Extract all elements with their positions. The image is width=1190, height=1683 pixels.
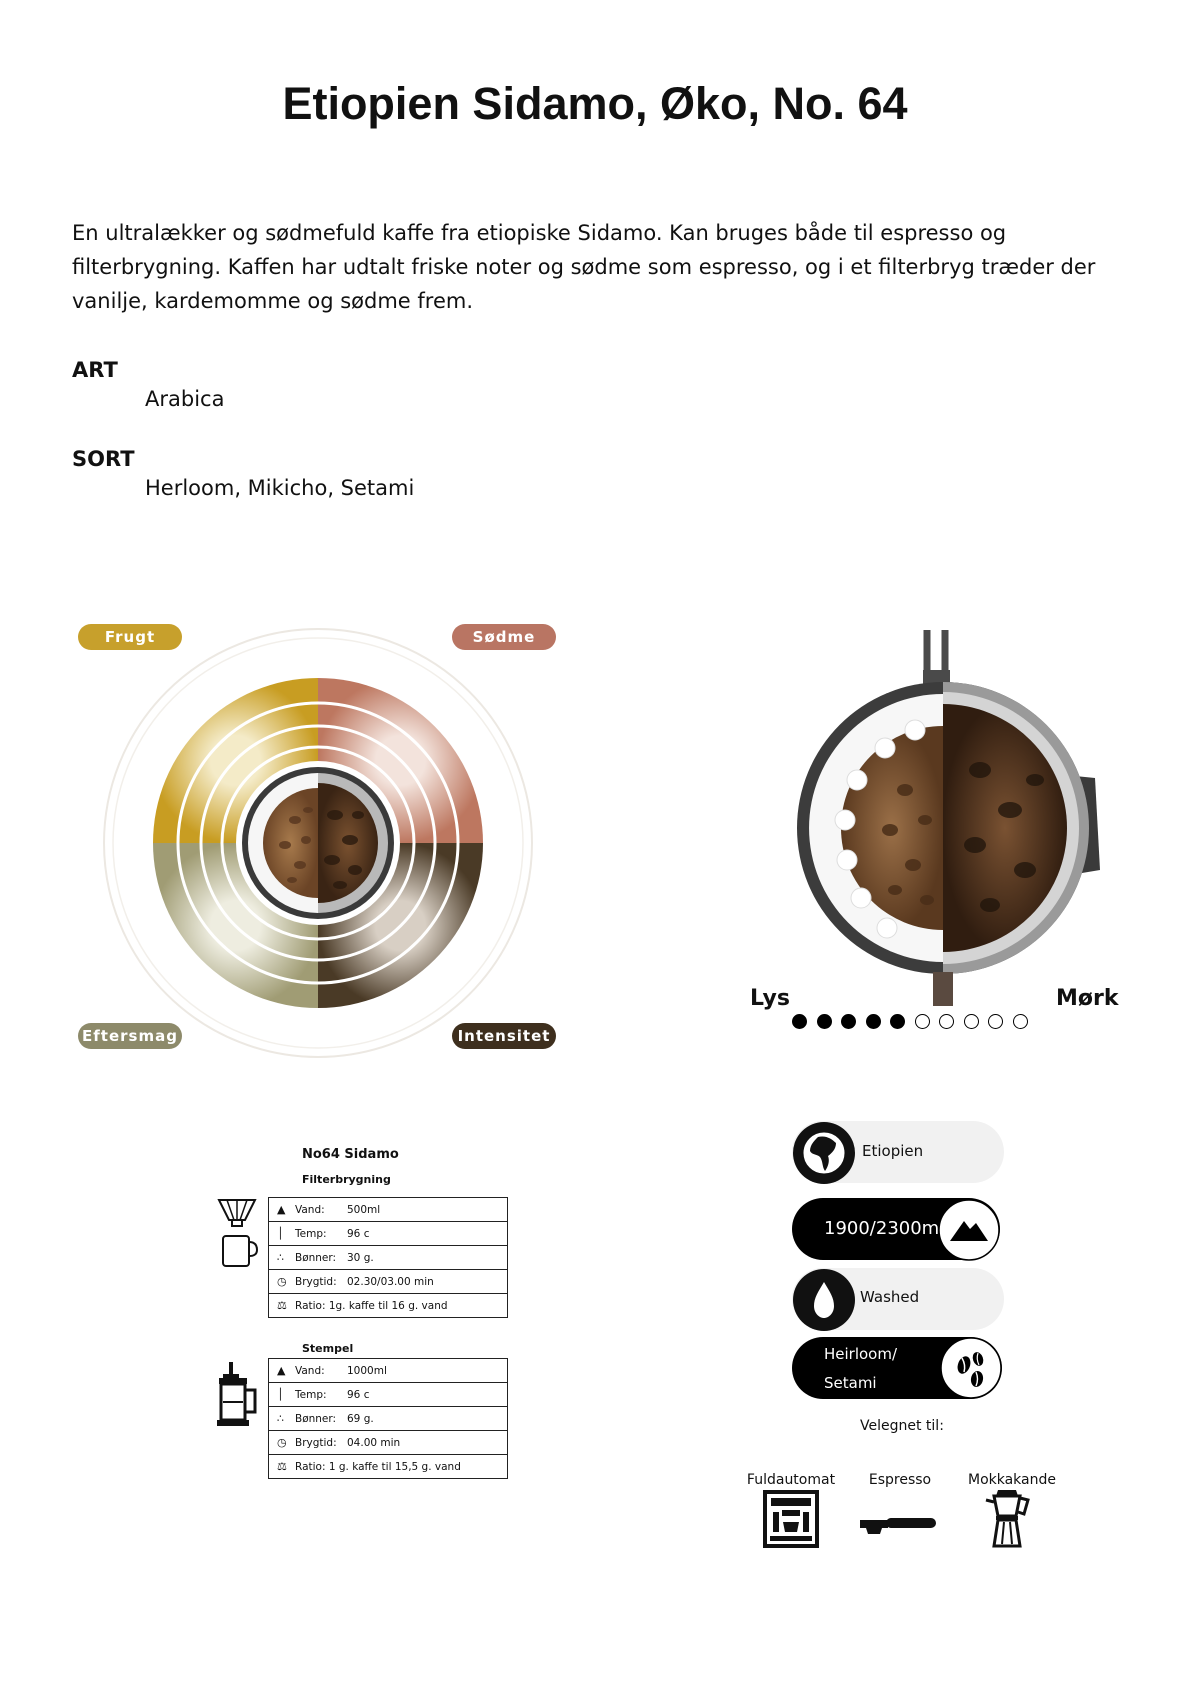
- roast-scale: [792, 1014, 1052, 1034]
- roast-dot: [841, 1014, 856, 1029]
- aftertaste-pill: [78, 1023, 182, 1049]
- moka-pot-icon: [982, 1488, 1034, 1550]
- method-mokkakande: Mokkakande: [967, 1472, 1056, 1488]
- recipe-key: Brygtid:: [295, 1437, 337, 1449]
- thermometer-icon: │: [277, 1388, 284, 1401]
- recipe-key: Temp:: [295, 1228, 327, 1240]
- filter-title: Filterbrygning: [302, 1173, 391, 1186]
- table-row: [269, 1222, 508, 1246]
- roast-dot: [1013, 1014, 1028, 1029]
- beans-icon: ∴: [277, 1412, 284, 1425]
- scale-icon: ⚖: [277, 1460, 287, 1473]
- method-espresso: Espresso: [868, 1472, 932, 1488]
- roast-dot: [792, 1014, 807, 1029]
- water-drop-icon: ▲: [277, 1203, 286, 1216]
- press-title: Stempel: [302, 1342, 354, 1355]
- page-title: Etiopien Sidamo, Øko, No. 64: [282, 78, 908, 129]
- portafilter-icon: [860, 1514, 940, 1540]
- press-recipe-table: [268, 1358, 508, 1479]
- process-text: Washed: [860, 1288, 920, 1306]
- method-fuldautomat: Fuldautomat: [746, 1472, 836, 1488]
- recipe-value: 04.00 min: [347, 1437, 401, 1449]
- art-label: ART: [72, 358, 118, 382]
- sort-label: SORT: [72, 447, 135, 471]
- coffee-beans-icon: [940, 1337, 1002, 1399]
- roast-dot: [964, 1014, 979, 1029]
- grinder-image: [236, 761, 400, 925]
- globe-icon: [792, 1121, 856, 1185]
- roast-dot: [817, 1014, 832, 1029]
- french-press-icon: [215, 1362, 263, 1430]
- roast-dot: [866, 1014, 881, 1029]
- table-row: [269, 1294, 508, 1318]
- recipe-value: 02.30/03.00 min: [347, 1276, 434, 1288]
- recipe-key: Bønner:: [295, 1413, 337, 1425]
- table-row: [269, 1407, 508, 1431]
- recipe-value: Ratio: 1 g. kaffe til 15,5 g. vand: [295, 1461, 461, 1473]
- beans-icon: ∴: [277, 1251, 284, 1264]
- sort-value: Herloom, Mikicho, Setami: [145, 476, 415, 500]
- filter-recipe-table: [268, 1197, 508, 1318]
- recipe-value: 96 c: [347, 1228, 370, 1240]
- art-value: Arabica: [145, 387, 225, 411]
- flavor-wheel: [70, 620, 560, 1070]
- clock-icon: ◷: [277, 1436, 287, 1449]
- table-row: [269, 1198, 508, 1222]
- recipe-value: 96 c: [347, 1389, 370, 1401]
- variety-line1: Heirloom/: [824, 1345, 898, 1363]
- recipe-value: Ratio: 1g. kaffe til 16 g. vand: [295, 1300, 448, 1312]
- table-row: [269, 1359, 508, 1383]
- water-drop-icon: ▲: [277, 1364, 286, 1377]
- roast-dot: [988, 1014, 1003, 1029]
- suitable-heading: Velegnet til:: [860, 1418, 944, 1434]
- roast-dark-label: Mørk: [1056, 986, 1119, 1011]
- origin-text: Etiopien: [862, 1142, 924, 1160]
- recipe-value: 30 g.: [347, 1252, 374, 1264]
- variety-line2: Setami: [824, 1374, 877, 1392]
- table-row: [269, 1431, 508, 1455]
- clock-icon: ◷: [277, 1275, 287, 1288]
- recipe-value: 1000ml: [347, 1365, 387, 1377]
- thermometer-icon: │: [277, 1227, 284, 1240]
- scale-icon: ⚖: [277, 1299, 287, 1312]
- altitude-text: 1900/2300m: [824, 1218, 940, 1239]
- water-drop-icon: [792, 1268, 856, 1332]
- espresso-machine-icon: [762, 1490, 820, 1550]
- mountain-icon: [938, 1199, 1000, 1261]
- roast-light-label: Lys: [750, 986, 790, 1011]
- intensity-pill: [452, 1023, 556, 1049]
- recipe-heading: No64 Sidamo: [302, 1147, 399, 1162]
- table-row: [269, 1383, 508, 1407]
- recipe-key: Vand:: [295, 1365, 325, 1377]
- roast-dot: [915, 1014, 930, 1029]
- roast-dot: [939, 1014, 954, 1029]
- pour-over-icon: [215, 1198, 259, 1270]
- roast-image: [795, 630, 1115, 1010]
- sweetness-pill: [452, 624, 556, 650]
- sweetness-label: Sødme: [472, 628, 536, 646]
- table-row: [269, 1455, 508, 1479]
- fruit-pill: [78, 624, 182, 650]
- recipe-key: Bønner:: [295, 1252, 337, 1264]
- aftertaste-label: Eftersmag: [82, 1027, 178, 1045]
- recipe-key: Vand:: [295, 1204, 325, 1216]
- table-row: [269, 1246, 508, 1270]
- description: En ultralækker og sødmefuld kaffe fra etiopiske Sidamo. Kan bruges både til espresso og filterbrygning. Kaffen har udtalt friske noter og sødme som espresso, og i et filterbryg træder der vanilje, kardemomme og sødme frem.: [72, 221, 1096, 313]
- intensity-label: Intensitet: [457, 1027, 551, 1045]
- fruit-label: Frugt: [104, 628, 156, 646]
- roast-dot: [890, 1014, 905, 1029]
- recipe-key: Temp:: [295, 1389, 327, 1401]
- recipe-key: Brygtid:: [295, 1276, 337, 1288]
- table-row: [269, 1270, 508, 1294]
- recipe-value: 500ml: [347, 1204, 381, 1216]
- recipe-value: 69 g.: [347, 1413, 374, 1425]
